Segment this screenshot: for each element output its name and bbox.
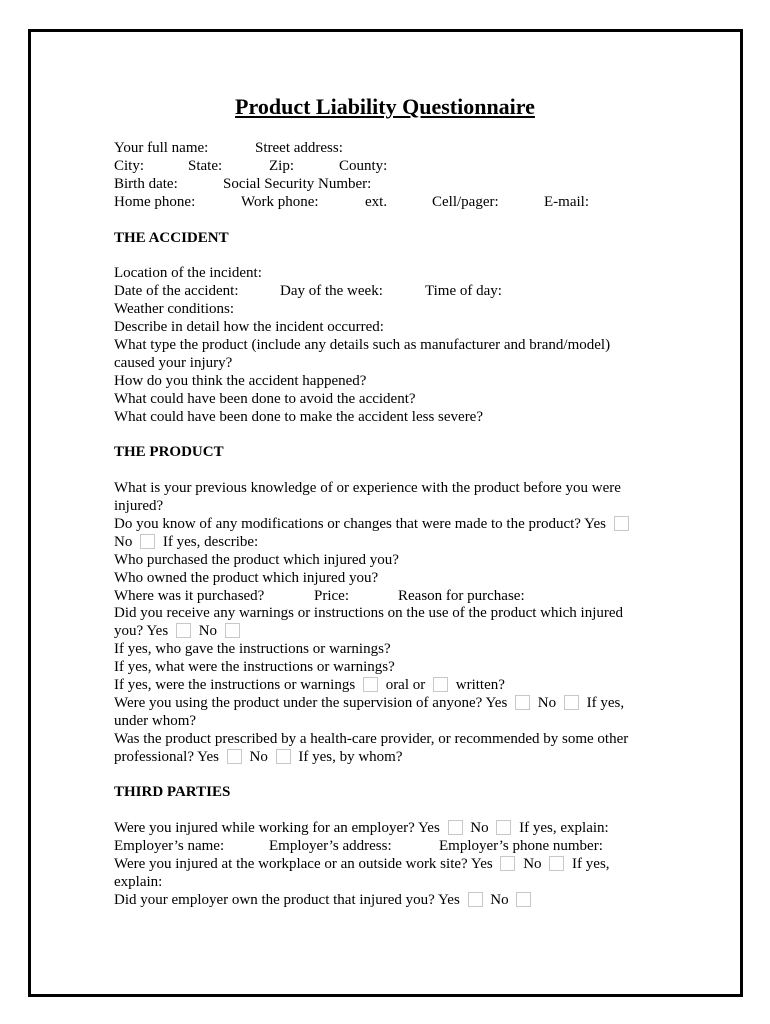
home-phone-label: Home phone: xyxy=(114,194,196,210)
supervision-yes-checkbox[interactable] xyxy=(515,695,530,710)
supervision-label: Were you using the product under the supervision of anyone? Yes xyxy=(114,695,508,711)
workplace-no-checkbox[interactable] xyxy=(549,856,564,871)
birth-date-label: Birth date: xyxy=(114,176,178,192)
less-severe-label: What could have been done to make the accident less severe? xyxy=(114,409,484,425)
how-label: How do you think the accident happened? xyxy=(114,373,367,389)
price-label: Price: xyxy=(314,588,349,604)
workplace-row xyxy=(114,855,610,873)
work-phone-label: Work phone: xyxy=(241,194,319,210)
own-no-checkbox[interactable] xyxy=(516,892,531,907)
describe-label: Describe in detail how the incident occurred: xyxy=(114,319,384,335)
modifications-yes-checkbox[interactable] xyxy=(614,516,629,531)
warnings-no-label: No xyxy=(198,623,218,639)
street-address-label: Street address: xyxy=(255,140,343,156)
page-title: Product Liability Questionnaire xyxy=(235,94,535,119)
warnings-yes-label: you? Yes xyxy=(114,623,169,639)
who-gave-label: If yes, who gave the instructions or warnings? xyxy=(114,641,391,657)
ext-label: ext. xyxy=(365,194,388,210)
prescribed-no-label: No xyxy=(249,749,268,765)
workplace-label: Were you injured at the workplace or an outside work site? Yes xyxy=(114,856,493,872)
oral-written-row xyxy=(114,676,505,694)
ssn-label: Social Security Number: xyxy=(223,176,372,192)
written-label: written? xyxy=(455,677,505,693)
warnings-label: Did you receive any warnings or instructions on the use of the product which injured xyxy=(114,605,624,621)
date-label: Date of the accident: xyxy=(114,283,239,299)
employer-injured-label: Were you injured while working for an employer? Yes xyxy=(114,820,440,836)
employer-injured-row xyxy=(114,819,609,837)
under-whom-label: under whom? xyxy=(114,713,197,729)
purchased-label: Who purchased the product which injured you? xyxy=(114,552,399,568)
day-label: Day of the week: xyxy=(280,283,383,299)
workplace-no-label: No xyxy=(523,856,542,872)
avoid-label: What could have been done to avoid the accident? xyxy=(114,391,416,407)
supervision-row xyxy=(114,694,624,712)
prescribed-yes-label: professional? Yes xyxy=(114,749,219,765)
no-label: No xyxy=(114,534,133,550)
prescribed-label: Was the product prescribed by a health-care provider, or recommended by some other xyxy=(114,731,629,747)
employer-name-label: Employer’s name: xyxy=(114,838,225,854)
workplace-if-yes-label: If yes, xyxy=(572,856,610,872)
knowledge-label: What is your previous knowledge of or experience with the product before you were xyxy=(114,480,621,496)
owned-label: Who owned the product which injured you? xyxy=(114,570,379,586)
employer-no-checkbox[interactable] xyxy=(496,820,511,835)
workplace-yes-checkbox[interactable] xyxy=(500,856,515,871)
employer-phone-label: Employer’s phone number: xyxy=(439,838,603,854)
warnings-row xyxy=(114,622,244,640)
own-yes-checkbox[interactable] xyxy=(468,892,483,907)
county-label: County: xyxy=(339,158,388,174)
employer-address-label: Employer’s address: xyxy=(269,838,392,854)
modifications-no-checkbox[interactable] xyxy=(140,534,155,549)
cell-pager-label: Cell/pager: xyxy=(432,194,499,210)
by-whom-label: If yes, by whom? xyxy=(298,749,403,765)
product-heading: THE PRODUCT xyxy=(114,444,224,460)
accident-heading: THE ACCIDENT xyxy=(114,230,229,246)
third-parties-heading: THIRD PARTIES xyxy=(114,784,231,800)
written-checkbox[interactable] xyxy=(433,677,448,692)
oral-or-label: oral or xyxy=(385,677,426,693)
modifications-row xyxy=(114,515,633,533)
if-yes-describe-label: If yes, describe: xyxy=(162,534,259,550)
supervision-if-yes-label: If yes, xyxy=(586,695,625,711)
employer-yes-checkbox[interactable] xyxy=(448,820,463,835)
own-label: Did your employer own the product that injured you? Yes xyxy=(114,892,460,908)
reason-label: Reason for purchase: xyxy=(398,588,525,604)
prescribed-row xyxy=(114,748,403,766)
own-row xyxy=(114,891,535,909)
where-label: Where was it purchased? xyxy=(114,588,265,604)
explain-cont-label: explain: xyxy=(114,874,163,890)
oral-checkbox[interactable] xyxy=(363,677,378,692)
zip-label: Zip: xyxy=(269,158,294,174)
city-label: City: xyxy=(114,158,145,174)
prescribed-yes-checkbox[interactable] xyxy=(227,749,242,764)
were-the-label: If yes, were the instructions or warnings xyxy=(114,677,356,693)
modifications-label: Do you know of any modifications or changes that were made to the product? Yes xyxy=(114,516,606,532)
time-label: Time of day: xyxy=(425,283,502,299)
modifications-no-row xyxy=(114,533,258,551)
own-no-label: No xyxy=(490,892,509,908)
warnings-yes-checkbox[interactable] xyxy=(176,623,191,638)
full-name-label: Your full name: xyxy=(114,140,209,156)
product-type-label: What type the product (include any details such as manufacturer and brand/model) xyxy=(114,337,611,353)
state-label: State: xyxy=(188,158,223,174)
supervision-no-label: No xyxy=(537,695,557,711)
product-type-label-cont: caused your injury? xyxy=(114,355,233,371)
location-label: Location of the incident: xyxy=(114,265,262,281)
warnings-no-checkbox[interactable] xyxy=(225,623,240,638)
knowledge-label-cont: injured? xyxy=(114,498,164,514)
weather-label: Weather conditions: xyxy=(114,301,235,317)
supervision-no-checkbox[interactable] xyxy=(564,695,579,710)
email-label: E-mail: xyxy=(544,194,589,210)
explain-label: If yes, explain: xyxy=(519,820,609,836)
prescribed-no-checkbox[interactable] xyxy=(276,749,291,764)
employer-no-label: No xyxy=(470,820,489,836)
what-were-label: If yes, what were the instructions or warnings? xyxy=(114,659,395,675)
